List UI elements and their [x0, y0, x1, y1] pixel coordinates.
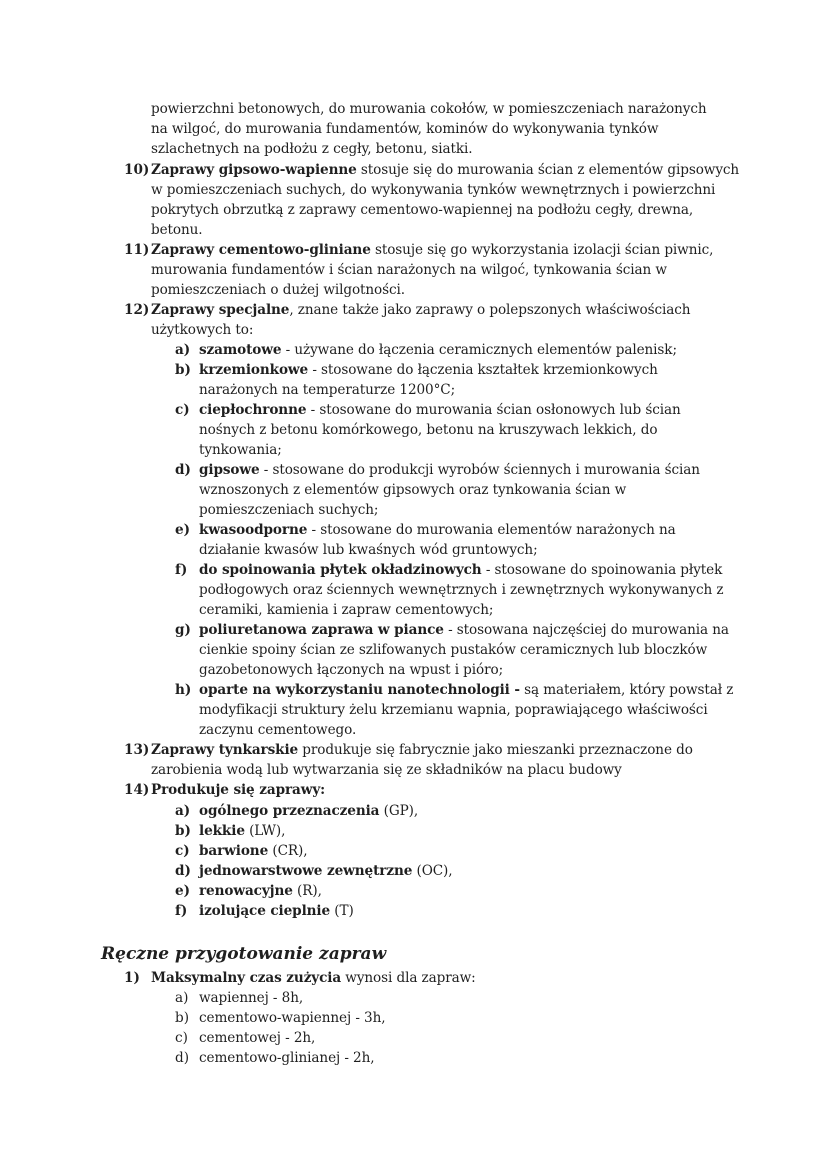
subitem-text: (OC), [412, 863, 453, 879]
item-10-line: pokrytych obrzutką z zaprawy cementowo-wapiennej na podłożu cegły, drewna, [151, 202, 694, 218]
subitem-line: cementowej - 2h, [199, 1030, 316, 1046]
item-13-number: 13) [124, 742, 150, 758]
subitem-letter: a) [175, 342, 191, 358]
subitem-letter: f) [175, 562, 188, 578]
subitem-term: izolujące cieplnie [199, 903, 331, 919]
subitem-line: działanie kwasów lub kwaśnych wód gruntowych; [199, 542, 538, 558]
subitem-first-line [199, 821, 285, 841]
item-11-first-line [151, 240, 713, 260]
subitem-term: poliuretanowa zaprawa w piance [199, 622, 444, 638]
subitem-term: ogólnego przeznaczenia [199, 803, 380, 819]
subitem-letter: c) [175, 402, 190, 418]
subitem-letter: c) [175, 843, 190, 859]
subitem-letter: a) [175, 803, 191, 819]
item-12-first-line [151, 300, 690, 320]
subitem-term: ciepłochronne [199, 402, 307, 418]
subitem-letter: f) [175, 903, 188, 919]
item-13-term: Zaprawy tynkarskie [151, 742, 299, 758]
subitem-line: podłogowych oraz ściennych wewnętrznych i zewnętrznych wykonywanych z [199, 582, 724, 598]
item-10-line: betonu. [151, 222, 203, 238]
item-11-text: stosuje się go wykorzystania izolacji ścian piwnic, [370, 242, 714, 258]
subitem-line: modyfikacji struktury żelu krzemianu wapnia, poprawiającego właściwości [199, 702, 708, 718]
continuation-line: powierzchni betonowych, do murowania cokołów, w pomieszczeniach narażonych [151, 101, 707, 117]
subitem-letter: e) [175, 883, 191, 899]
subitem-line: pomieszczeniach suchych; [199, 502, 379, 518]
subitem-first-line [199, 901, 354, 921]
subitem-text: - używane do łączenia ceramicznych elementów palenisk; [281, 342, 677, 358]
section-2-item-1-text: wynosi dla zapraw: [341, 970, 476, 986]
subitem-text: - stosowane do łączenia kształtek krzemionkowych [308, 362, 658, 378]
subitem-text: są materiałem, który powstał z [519, 682, 734, 698]
subitem-text: (LW), [244, 823, 286, 839]
subitem-line: tynkowania; [199, 442, 282, 458]
subitem-term: oparte na wykorzystaniu nanotechnologii - [199, 682, 520, 698]
section-2-item-1-number: 1) [124, 970, 140, 986]
subitem-line: wznoszonych z elementów gipsowych oraz tynkowania ścian w [199, 482, 627, 498]
item-13-text: produkuje się fabrycznie jako mieszanki przeznaczone do [298, 742, 693, 758]
subitem-first-line [199, 400, 681, 420]
item-14-term: Produkuje się zaprawy: [151, 782, 326, 798]
subitem-term: krzemionkowe [199, 362, 309, 378]
subitem-line: gazobetonowych łączonych na wpust i pióro; [199, 662, 504, 678]
subitem-text: (CR), [268, 843, 308, 859]
subitem-letter: b) [175, 1010, 190, 1026]
subitem-term: lekkie [199, 823, 245, 839]
item-13-first-line [151, 740, 693, 760]
subitem-text: - stosowane do murowania ścian osłonowych lub ścian [306, 402, 681, 418]
subitem-first-line [199, 520, 676, 540]
item-14-first-line [151, 780, 325, 800]
subitem-text: (GP), [379, 803, 419, 819]
subitem-text: (R), [292, 883, 322, 899]
subitem-line: ceramiki, kamienia i zapraw cementowych; [199, 602, 494, 618]
subitem-line: nośnych z betonu komórkowego, betonu na kruszywach lekkich, do [199, 422, 658, 438]
subitem-letter: e) [175, 522, 191, 538]
subitem-text: - stosowane do produkcji wyrobów ściennych i murowania ścian [259, 462, 700, 478]
item-11-term: Zaprawy cementowo-gliniane [151, 242, 371, 258]
item-12-line: użytkowych to: [151, 322, 254, 338]
item-10-first-line [151, 160, 739, 180]
subitem-letter: h) [175, 682, 192, 698]
item-12-term: Zaprawy specjalne [151, 302, 290, 318]
subitem-term: szamotowe [199, 342, 282, 358]
subitem-letter: b) [175, 362, 191, 378]
subitem-letter: d) [175, 863, 191, 879]
subitem-letter: d) [175, 1050, 190, 1066]
subitem-term: do spoinowania płytek okładzinowych [199, 562, 482, 578]
section-2-item-1-first-line [151, 968, 476, 988]
subitem-line: zaczynu cementowego. [199, 722, 357, 738]
subitem-term: jednowarstwowe zewnętrzne [199, 863, 413, 879]
subitem-term: barwione [199, 843, 269, 859]
subitem-first-line [199, 460, 700, 480]
continuation-line: szlachetnych na podłożu z cegły, betonu, siatki. [151, 141, 473, 157]
item-12-text: , znane także jako zaprawy o polepszonych właściwościach [289, 302, 691, 318]
subitem-text: - stosowane do spoinowania płytek [481, 562, 723, 578]
subitem-first-line [199, 881, 322, 901]
subitem-first-line [199, 841, 307, 861]
subitem-letter: d) [175, 462, 191, 478]
subitem-letter: g) [175, 622, 191, 638]
subitem-letter: c) [175, 1030, 188, 1046]
item-10-number: 10) [124, 162, 150, 178]
subitem-line: narażonych na temperaturze 1200°C; [199, 382, 456, 398]
item-13-line: zarobienia wodą lub wytwarzania się ze składników na placu budowy [151, 762, 622, 778]
subitem-first-line [199, 360, 658, 380]
subitem-term: kwasoodporne [199, 522, 308, 538]
section-2-item-1-term: Maksymalny czas zużycia [151, 970, 342, 986]
continuation-line: na wilgoć, do murowania fundamentów, kominów do wykonywania tynków [151, 121, 659, 137]
subitem-line: cementowo-glinianej - 2h, [199, 1050, 375, 1066]
item-11-number: 11) [124, 242, 150, 258]
subitem-letter: a) [175, 990, 189, 1006]
subitem-first-line [199, 680, 733, 700]
subitem-first-line [199, 620, 729, 640]
subitem-term: gipsowe [199, 462, 260, 478]
item-12-number: 12) [124, 302, 150, 318]
subitem-text: (T) [330, 903, 354, 919]
subitem-first-line [199, 801, 418, 821]
subitem-term: renowacyjne [199, 883, 293, 899]
subitem-text: - stosowana najczęściej do murowania na [443, 622, 729, 638]
subitem-letter: b) [175, 823, 191, 839]
item-14-number: 14) [124, 782, 150, 798]
section-heading: Ręczne przygotowanie zapraw [101, 944, 387, 964]
item-11-line: murowania fundamentów i ścian narażonych na wilgoć, tynkowania ścian w [151, 262, 667, 278]
subitem-first-line [199, 560, 722, 580]
item-10-line: w pomieszczeniach suchych, do wykonywania tynków wewnętrznych i powierzchni [151, 182, 716, 198]
item-10-text: stosuje się do murowania ścian z elementów gipsowych [356, 162, 740, 178]
subitem-line: cienkie spoiny ścian ze szlifowanych pustaków ceramicznych lub bloczków [199, 642, 708, 658]
item-11-line: pomieszczeniach o dużej wilgotności. [151, 282, 406, 298]
subitem-first-line [199, 340, 677, 360]
subitem-first-line [199, 861, 452, 881]
subitem-line: cementowo-wapiennej - 3h, [199, 1010, 386, 1026]
subitem-line: wapiennej - 8h, [199, 990, 304, 1006]
item-10-term: Zaprawy gipsowo-wapienne [151, 162, 357, 178]
subitem-text: - stosowane do murowania elementów narażonych na [307, 522, 676, 538]
